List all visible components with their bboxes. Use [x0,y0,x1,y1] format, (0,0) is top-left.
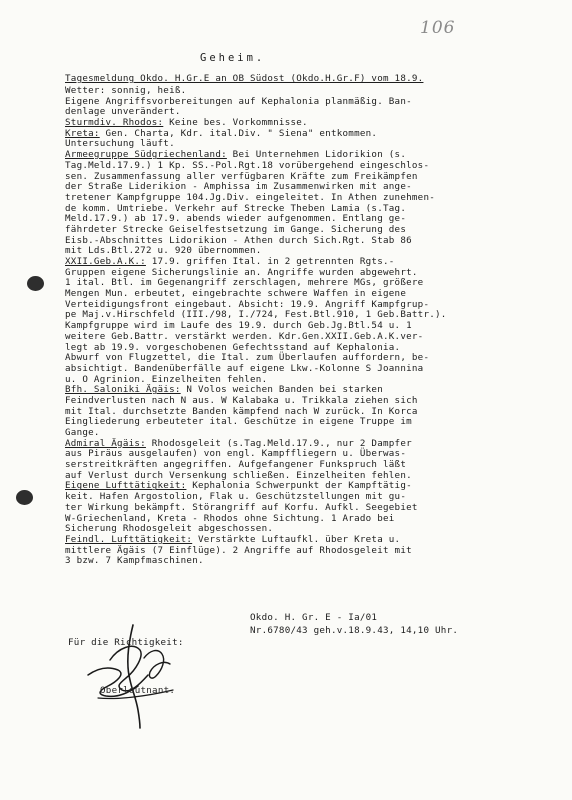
section-text: Rhodosgeleit (s.Tag.Meld.17.9., nur 2 Dampfer [145,437,412,449]
text-line: Feindverlusten nach N aus. W Kalabaka u. Trikkala ziehen sich [65,394,418,406]
punch-hole-top [27,276,44,291]
text-line: auf Verlust durch Versenkung schließen. Einzelheiten fehlen. [65,469,412,481]
text-line: weitere Geb.Battr. verstärkt werden. Kdr.Gen.XXII.Geb.A.K.ver- [65,330,424,342]
officer-rank: Oberleutnant. [100,685,176,696]
text-line: W-Griechenland, Kreta - Rhodos ohne Sichtung. 1 Arado bei [65,512,395,524]
text-line: Sicherung Rhodosgeleit abgeschossen. [65,523,274,535]
text-line: 3 bzw. 7 Kampfmaschinen. [65,555,204,567]
text-line: fährdeter Strecke Geiselfestsetzung im Gange. Sicherung des [65,223,407,235]
text-line: Gruppen eigene Sicherungslinie an. Angriffe wurden abgewehrt. [65,266,418,278]
text-line: mittlere Ägäis (7 Einflüge). 2 Angriffe auf Rhodosgeleit mit [65,544,412,556]
text-line: keit. Hafen Argostolion, Flak u. Geschützstellungen mit gu- [65,491,407,503]
section-heading: Armeegruppe Südgriechenland: [65,149,227,161]
attestation-label: Für die Richtigkeit: [68,637,184,648]
closing-block [250,611,458,637]
section-heading: Bfh. Saloniki Ägäis: [65,384,181,396]
folio-number: 106 [420,18,456,38]
section-heading: XXII.Geb.A.K.: [65,256,146,267]
section-text: 17.9. griffen Ital. in 2 getrennten Rgts.- [145,256,395,267]
text-line: denlage unverändert. [65,106,181,118]
section-heading: Sturmdiv. Rhodos: [65,117,164,129]
section-text: Gen. Charta, Kdr. ital.Div. " Siena" entkommen. [99,127,378,139]
report-body [65,74,540,567]
text-line: u. O Agrinion. Einzelheiten fehlen. [65,373,268,385]
text-line: aus Piräus ausgelaufen) von engl. Kampffliegern u. Überwas- [65,448,407,460]
text-line: 1 ital. Btl. im Gegenangriff zerschlagen, mehrere MGs, größere [65,277,424,289]
text-line: mit Lds.Btl.272 u. 920 übernommen. [65,245,262,257]
text-line: tretener Kampfgruppe 104.Jg.Div. eingeleitet. In Athen zunehmen- [65,191,436,203]
text-line: Mengen Mun. erbeutet, eingebrachte schwere Waffen in eigene [65,288,407,300]
text-line: Verteidigungsfront eingebaut. Absicht: 19.9. Angriff Kampfgrup- [65,298,430,310]
section-text: Keine bes. Vorkommnisse. [163,117,308,129]
section-heading: Eigene Lufttätigkeit: [65,480,187,492]
text-line: Untersuchung läuft. [65,138,175,150]
text-line: ter Wirkung bekämpft. Störangriff auf Korfu. Aufkl. Seegebiet [65,501,418,513]
text-line: Abwurf von Flugzettel, die Ital. zum Überlaufen auffordern, be- [65,352,430,364]
section-text: N Volos weichen Banden bei starken [180,384,383,396]
closing-command-line: Okdo. H. Gr. E - Ia/01 [250,612,378,623]
text-line: Eisb.-Abschnittes Lidorikion - Athen durch Sich.Rgt. Stab 86 [65,234,412,246]
text-line: Wetter: sonnig, heiß. [65,85,187,96]
text-line: Gange. [65,427,100,438]
text-line: Kampfgruppe wird im Laufe des 19.9. durch Geb.Jg.Btl.54 u. 1 [65,320,412,332]
section-heading: Feindl. Lufttätigkeit: [65,533,193,545]
text-line: Eingliederung erbeuteter ital. Geschütze in eigene Truppe im [65,416,412,428]
text-line: Eigene Angriffsvorbereitungen auf Kephalonia planmäßig. Ban- [65,95,412,107]
closing-number-line: Nr.6780/43 geh.v.18.9.43, 14,10 Uhr. [250,625,459,636]
report-header: Tagesmeldung Okdo. H.Gr.E an OB Südost (Okdo.H.Gr.F) vom 18.9. [65,73,424,84]
text-line: der Straße Liderikion - Amphissa im Zusammenwirken mit ange- [65,181,412,193]
text-line: sen. Zusammenfassung aller verfügbaren Kräfte zum Freikämpfen [65,170,418,182]
text-line: mit Ital. durchsetzte Banden kämpfend nach W zurück. In Korca [65,405,418,417]
classification-heading: Geheim. [200,52,266,64]
text-line: pe Maj.v.Hirschfeld (III./98, I./724, Fest.Btl.910, 1 Geb.Battr.). [65,309,447,321]
text-line: serstreitkräften angegriffen. Aufgefangener Funkspruch läßt [65,459,407,471]
section-heading: Admiral Ägäis: [65,437,146,449]
text-line: absichtigt. Bandenüberfälle auf eigene Lkw.-Kolonne S Joannina [65,362,424,374]
handwritten-signature [78,620,208,730]
section-heading: Kreta: [65,127,100,139]
text-line: Meld.17.9.) ab 17.9. abends wieder aufgenommen. Entlang ge- [65,213,407,225]
punch-hole-bottom [16,490,33,505]
section-feindl-lufttaetigkeit [65,535,540,546]
text-line: de komm. Umtriebe. Verkehr auf Strecke Theben Lamia (s.Tag. [65,202,407,214]
section-text: Kephalonia Schwerpunkt der Kampftätig- [186,480,412,492]
text-line: legt ab 19.9. vorgeschobenen Gefechtsstand auf Kephalonia. [65,341,401,353]
text-line: Tag.Meld.17.9.) 1 Kp. SS.-Pol.Rgt.18 vorübergehend eingeschlos- [65,159,430,171]
section-text: Bei Unternehmen Lidorikion (s. [226,149,407,161]
section-text: Verstärkte Luftaufkl. über Kreta u. [192,533,401,545]
